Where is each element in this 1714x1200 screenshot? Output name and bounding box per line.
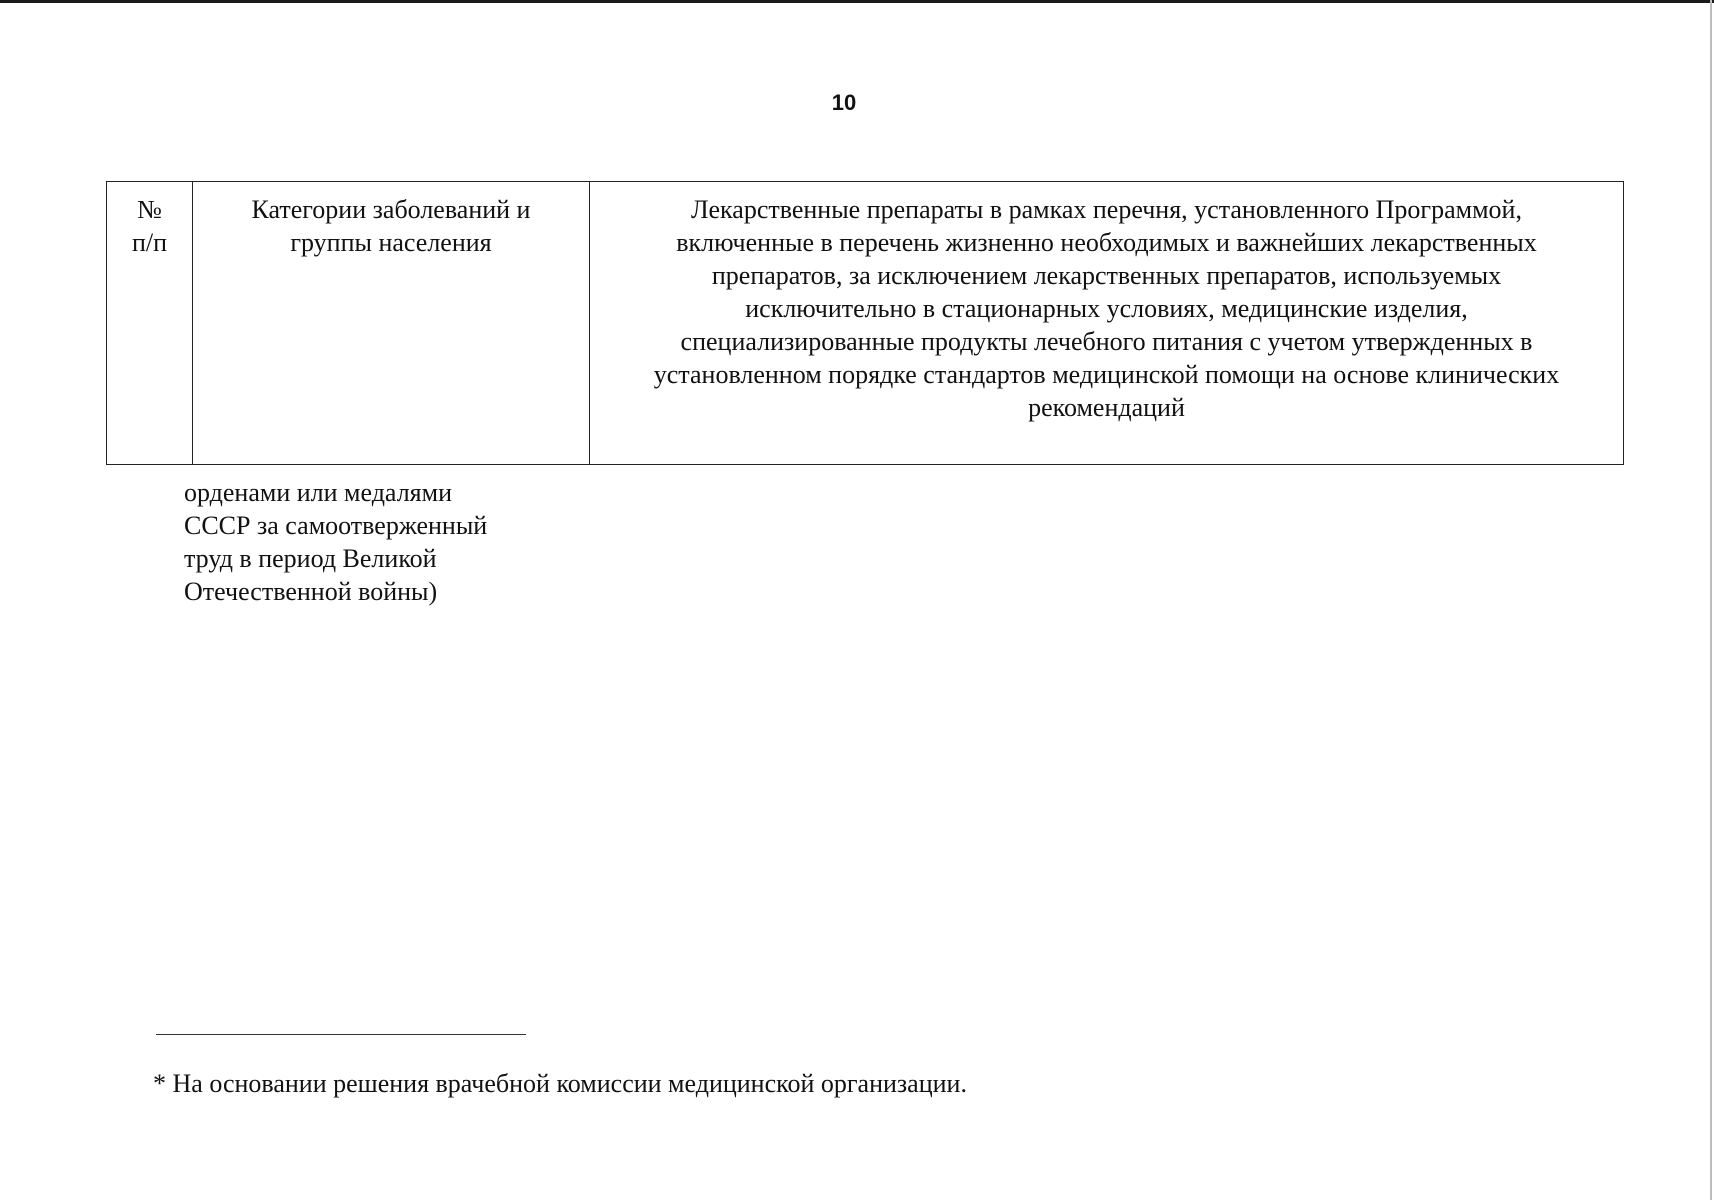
header-medicines-line: специализированные продукты лечебного питания с учетом утвержденных в xyxy=(680,327,1533,356)
header-number-cell xyxy=(107,182,193,465)
header-number-line: № xyxy=(137,195,162,224)
header-number-line: п/п xyxy=(131,228,168,257)
header-category-cell xyxy=(193,182,590,465)
category-continuation-text xyxy=(184,476,564,608)
continuation-line: СССР за самоотверженный xyxy=(184,511,488,540)
footnote-separator xyxy=(156,1034,526,1035)
header-category-line: Категории заболеваний и xyxy=(251,195,531,224)
header-medicines-line: рекомендаций xyxy=(1028,393,1185,422)
continuation-line: труд в период Великой xyxy=(184,544,437,573)
page-number: 10 xyxy=(831,90,857,115)
header-medicines-cell xyxy=(590,182,1624,465)
page-top-edge xyxy=(0,0,1714,3)
header-medicines-line: препаратов, за исключением лекарственных препаратов, используемых xyxy=(711,261,1502,290)
header-medicines-line: включенные в перечень жизненно необходимых и важнейших лекарственных xyxy=(676,228,1537,257)
continuation-line: орденами или медалями xyxy=(184,478,452,507)
continuation-line: Отечественной войны) xyxy=(184,577,438,606)
table-header-row xyxy=(107,182,1624,465)
medicines-table xyxy=(106,181,1624,465)
header-medicines-line: исключительно в стационарных условиях, медицинские изделия, xyxy=(745,294,1468,323)
header-medicines-line: установленном порядке стандартов медицинской помощи на основе клинических xyxy=(653,360,1560,389)
header-category-line: группы населения xyxy=(290,228,492,257)
footnote: * На основании решения врачебной комиссии медицинской организации. xyxy=(153,1069,967,1098)
header-medicines-line: Лекарственные препараты в рамках перечня, установленного Программой, xyxy=(691,195,1522,224)
page-right-edge xyxy=(1710,0,1712,1200)
